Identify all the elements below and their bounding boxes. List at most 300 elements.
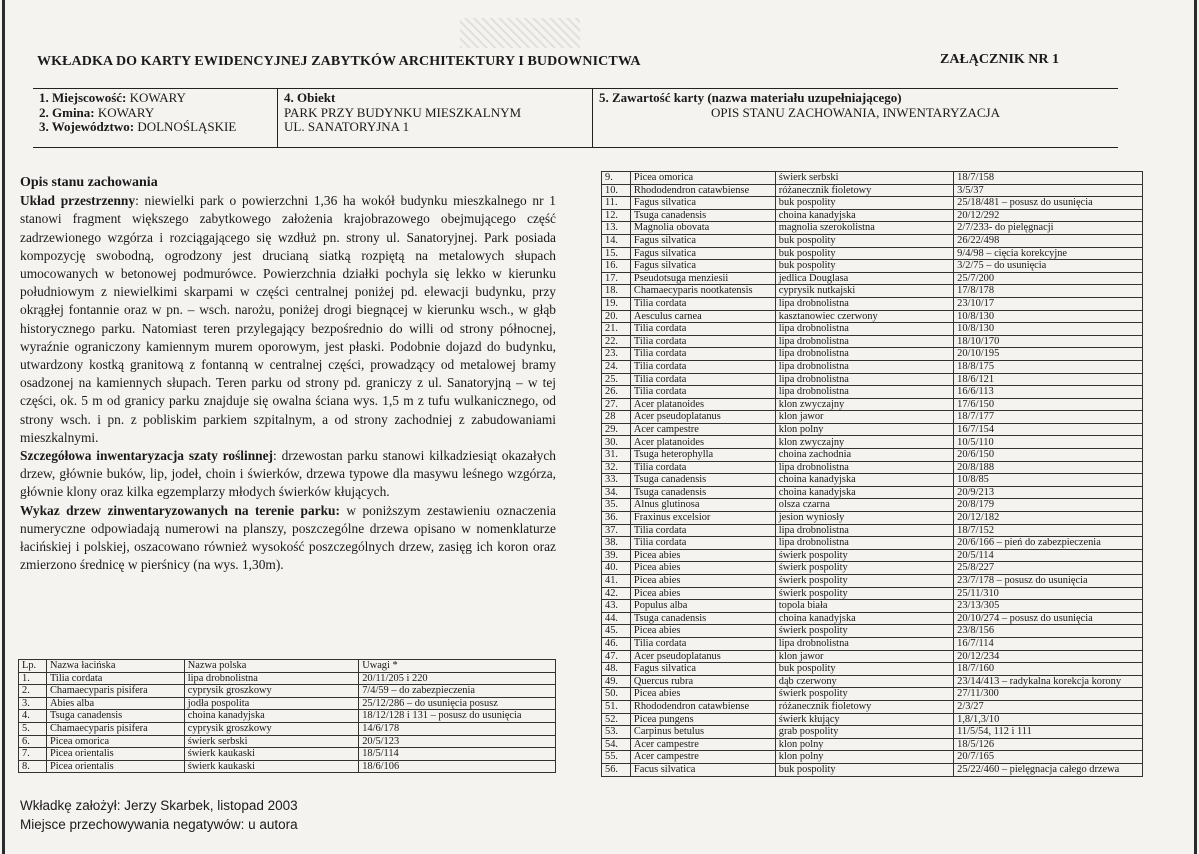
table-row (602, 675, 1143, 688)
table-cell: jedlica Douglasa (775, 272, 953, 285)
table-cell: Fagus silvatica (630, 260, 775, 273)
table-row (602, 612, 1143, 625)
table-row (602, 688, 1143, 701)
table-cell: klon jawor (775, 650, 953, 663)
negatives-storage-note: Miejsce przechowywania negatywów: u autora (20, 817, 298, 832)
table-cell: 20/6/166 – pień do zabezpieczenia (954, 537, 1143, 550)
table-row (602, 512, 1143, 525)
table-header-cell: Lp. (19, 660, 47, 673)
table-row (19, 697, 556, 710)
table-row (19, 735, 556, 748)
table-cell: 7/4/59 – do zabezpieczenia (359, 685, 556, 698)
table-cell: klon polny (775, 423, 953, 436)
table-cell: Tilia cordata (630, 297, 775, 310)
table-row (602, 549, 1143, 562)
table-cell: choina kanadyjska (775, 612, 953, 625)
table-cell: Tilia cordata (630, 537, 775, 550)
table-cell: różanecznik fioletowy (775, 184, 953, 197)
table-row (602, 524, 1143, 537)
table-cell: 9. (602, 172, 631, 185)
table-cell: 35. (602, 499, 631, 512)
table-cell: Quercus rubra (630, 675, 775, 688)
table-cell: 2/3/27 (954, 700, 1143, 713)
table-cell: 18/7/160 (954, 663, 1143, 676)
table-row (602, 260, 1143, 273)
table-cell: cyprysik groszkowy (184, 685, 358, 698)
founder-note: Wkładkę założył: Jerzy Skarbek, listopad 2003 (20, 798, 298, 813)
table-cell: Populus alba (630, 600, 775, 613)
header-location-cell: 1. Miejscowość: KOWARY 2. Gmina: KOWARY 3. Województwo: DOLNOŚLĄSKIE (33, 89, 278, 147)
table-cell: 25/8/227 (954, 562, 1143, 575)
table-cell: 20/9/213 (954, 486, 1143, 499)
table-cell: 17. (602, 272, 631, 285)
table-row (602, 625, 1143, 638)
table-cell: 11/5/54, 112 i 111 (954, 726, 1143, 739)
table-cell: Picea orientalis (46, 760, 184, 773)
table-cell: buk pospolity (775, 247, 953, 260)
table-cell: Acer platanoides (630, 398, 775, 411)
table-cell: 18/7/152 (954, 524, 1143, 537)
table-cell: Picea abies (630, 587, 775, 600)
paragraph-spatial-layout: Układ przestrzenny: niewielki park o powierzchni 1,36 ha wokół budynku mieszkalnego nr 1 stanowi fragment większego zabytkowego założenia krajobrazowego obejmującego część zadrzewionego wzgórza i rozciągającego się wzdłuż pn. strony ul. Sanatoryjnej. Park posiada kompozycję swobodną, ogrodzony jest drucianą siatką rozpiętą na metalowych słupach umocowanych w betonowej podmurówce. Powierzchnia działki pochyla się lekko w kierunku południowym z niewielkimi skarpami w części centralnej poniżej pd. elewacji budynku, przy okrągłej fontannie oraz w pn. – wsch. narożu, poniżej drogi biegnącej w kierunku wsch., w głąb historycznego parku. Natomiast teren przylegający bezpośrednio do willi od strony północnej, wyraźnie ograniczony kamiennym murem oporowym, jest płaski. Podobnie dojazd do budynku, utwardzony kostką granitową z fontanną w centralnej części, prowadzący od metalowej bramy osadzonej na kamiennych słupach. Teren parku od strony pd. graniczy z ul. Sanatoryjną – w tej części, ok. 5 m od granicy parku znajduje się owalna ściana wys. 1,5 m z tufu wulkanicznego, od strony wsch. i pn. z pobliskim parkiem szpitalnym, a od strony zachodniej z zabudowaniami mieszkalnymi. (20, 193, 556, 445)
table-cell: 3. (19, 697, 47, 710)
header-content-cell: 5. Zawartość karty (nazwa materiału uzupełniającego) OPIS STANU ZACHOWANIA, INWENTARYZACJA (599, 90, 1000, 120)
table-cell: 51. (602, 700, 631, 713)
table-cell: kasztanowiec czerwony (775, 310, 953, 323)
table-row (602, 411, 1143, 424)
table-cell: Rhododendron catawbiense (630, 700, 775, 713)
table-row (602, 373, 1143, 386)
table-cell: 16/7/114 (954, 637, 1143, 650)
table-cell: 2/7/233- do pielęgnacji (954, 222, 1143, 235)
table-cell: Tilia cordata (630, 360, 775, 373)
table-cell: choina kanadyjska (775, 486, 953, 499)
table-cell: Picea abies (630, 688, 775, 701)
table-cell: lipa drobnolistna (775, 524, 953, 537)
table-cell: lipa drobnolistna (775, 386, 953, 399)
table-row (602, 449, 1143, 462)
table-cell: Facus silvatica (630, 763, 775, 776)
table-row (19, 748, 556, 761)
table-cell: świerk kłujący (775, 713, 953, 726)
table-cell: 20/12/234 (954, 650, 1143, 663)
table-row (602, 474, 1143, 487)
table-cell: klon jawor (775, 411, 953, 424)
table-cell: świerk pospolity (775, 562, 953, 575)
table-cell: 18/7/158 (954, 172, 1143, 185)
table-cell: jodła pospolita (184, 697, 358, 710)
table-cell: 20/11/205 i 220 (359, 672, 556, 685)
table-cell: 16. (602, 260, 631, 273)
table-cell: choina kanadyjska (184, 710, 358, 723)
table-cell: cyprysik groszkowy (184, 722, 358, 735)
table-row (602, 297, 1143, 310)
document-title: WKŁADKA DO KARTY EWIDENCYJNEJ ZABYTKÓW ARCHITEKTURY I BUDOWNICTWA (37, 54, 641, 69)
table-row (602, 386, 1143, 399)
table-cell: buk pospolity (775, 234, 953, 247)
table-cell: Fagus silvatica (630, 234, 775, 247)
table-cell: Picea pungens (630, 713, 775, 726)
table-row (602, 172, 1143, 185)
table-cell: 23/7/178 – posusz do usunięcia (954, 575, 1143, 588)
table-row (602, 323, 1143, 336)
table-cell: 14/6/178 (359, 722, 556, 735)
table-cell: 20/12/182 (954, 512, 1143, 525)
table-row (602, 209, 1143, 222)
table-cell: lipa drobnolistna (775, 461, 953, 474)
table-cell: 18/5/126 (954, 738, 1143, 751)
table-cell: Tsuga canadensis (630, 612, 775, 625)
table-row (602, 247, 1143, 260)
table-cell: 37. (602, 524, 631, 537)
table-row (602, 663, 1143, 676)
table-cell: lipa drobnolistna (775, 373, 953, 386)
table-cell: 4. (19, 710, 47, 723)
table-cell: 25/7/200 (954, 272, 1143, 285)
table-cell: 10. (602, 184, 631, 197)
table-cell: Acer campestre (630, 751, 775, 764)
table-row (19, 760, 556, 773)
table-cell: jesion wyniosły (775, 512, 953, 525)
table-cell: 56. (602, 763, 631, 776)
table-row (602, 184, 1143, 197)
table-cell: 5. (19, 722, 47, 735)
table-cell: świerk pospolity (775, 625, 953, 638)
table-cell: Acer pseudoplatanus (630, 411, 775, 424)
scan-border-right (1194, 0, 1197, 854)
table-cell: 3/5/37 (954, 184, 1143, 197)
table-cell: Picea omorica (630, 172, 775, 185)
table-row (602, 537, 1143, 550)
table-cell: 13. (602, 222, 631, 235)
table-header-cell: Uwagi * (359, 660, 556, 673)
table-row (602, 360, 1143, 373)
table-cell: 10/5/110 (954, 436, 1143, 449)
table-cell: Abies alba (46, 697, 184, 710)
table-row (602, 587, 1143, 600)
table-cell: 10/8/85 (954, 474, 1143, 487)
table-cell: Tilia cordata (630, 348, 775, 361)
table-cell: Acer campestre (630, 738, 775, 751)
table-cell: 36. (602, 512, 631, 525)
table-cell: 24. (602, 360, 631, 373)
table-cell: 31. (602, 449, 631, 462)
table-row (602, 713, 1143, 726)
table-cell: topola biała (775, 600, 953, 613)
table-cell: 27. (602, 398, 631, 411)
table-cell: lipa drobnolistna (775, 348, 953, 361)
table-cell: 23/8/156 (954, 625, 1143, 638)
table-cell: 20/5/114 (954, 549, 1143, 562)
table-cell: świerk pospolity (775, 587, 953, 600)
table-cell: 49. (602, 675, 631, 688)
table-cell: buk pospolity (775, 663, 953, 676)
table-cell: Chamaecyparis nootkatensis (630, 285, 775, 298)
table-cell: 43. (602, 600, 631, 613)
table-cell: 11. (602, 197, 631, 210)
table-cell: różanecznik fioletowy (775, 700, 953, 713)
table-cell: 20/5/123 (359, 735, 556, 748)
table-cell: 45. (602, 625, 631, 638)
section-heading: Opis stanu zachowania (20, 175, 158, 190)
table-cell: 18/6/106 (359, 760, 556, 773)
table-cell: 21. (602, 323, 631, 336)
table-cell: 18. (602, 285, 631, 298)
table-cell: Pseudotsuga menziesii (630, 272, 775, 285)
table-cell: klon polny (775, 751, 953, 764)
table-cell: świerk pospolity (775, 549, 953, 562)
table-cell: 20/10/195 (954, 348, 1143, 361)
table-cell: 18/7/177 (954, 411, 1143, 424)
table-cell: 29. (602, 423, 631, 436)
table-cell: 23. (602, 348, 631, 361)
table-cell: Fagus silvatica (630, 247, 775, 260)
table-cell: 20/8/179 (954, 499, 1143, 512)
table-cell: Tilia cordata (630, 323, 775, 336)
table-cell: cyprysik nutkajski (775, 285, 953, 298)
table-row (602, 562, 1143, 575)
table-cell: 39. (602, 549, 631, 562)
table-cell: choina zachodnia (775, 449, 953, 462)
table-cell: Acer pseudoplatanus (630, 650, 775, 663)
table-row (602, 285, 1143, 298)
table-row (602, 310, 1143, 323)
table-row (602, 197, 1143, 210)
table-cell: olsza czarna (775, 499, 953, 512)
table-cell: Tilia cordata (630, 524, 775, 537)
table-cell: Picea abies (630, 625, 775, 638)
table-cell: Chamaecyparis pisifera (46, 685, 184, 698)
table-cell: lipa drobnolistna (775, 335, 953, 348)
table-cell: 38. (602, 537, 631, 550)
table-cell: 34. (602, 486, 631, 499)
table-cell: świerk pospolity (775, 575, 953, 588)
table-cell: Carpinus betulus (630, 726, 775, 739)
table-cell: 30. (602, 436, 631, 449)
scan-border-left (2, 0, 5, 854)
table-cell: klon zwyczajny (775, 436, 953, 449)
table-cell: Fagus silvatica (630, 197, 775, 210)
annex-label: ZAŁĄCZNIK NR 1 (940, 52, 1060, 67)
table-row (602, 650, 1143, 663)
table-row (602, 234, 1143, 247)
table-cell: 17/8/178 (954, 285, 1143, 298)
table-row (19, 685, 556, 698)
table-row (602, 637, 1143, 650)
table-cell: Tsuga canadensis (46, 710, 184, 723)
table-row (602, 751, 1143, 764)
table-cell: Acer campestre (630, 423, 775, 436)
table-cell: 19. (602, 297, 631, 310)
header-object-cell: 4. Obiekt PARK PRZY BUDYNKU MIESZKALNYM UL. SANATORYJNA 1 (278, 89, 593, 147)
table-cell: choina kanadyjska (775, 209, 953, 222)
stamp-mark (460, 18, 580, 48)
table-cell: Picea abies (630, 549, 775, 562)
table-row (602, 575, 1143, 588)
table-cell: 55. (602, 751, 631, 764)
table-cell: 18/12/128 i 131 – posusz do usunięcia (359, 710, 556, 723)
table-cell: Picea orientalis (46, 748, 184, 761)
table-cell: 14. (602, 234, 631, 247)
table-cell: 7. (19, 748, 47, 761)
table-row (602, 499, 1143, 512)
table-cell: 23/10/17 (954, 297, 1143, 310)
table-cell: 40. (602, 562, 631, 575)
table-cell: dąb czerwony (775, 675, 953, 688)
table-cell: 20. (602, 310, 631, 323)
table-cell: Tilia cordata (46, 672, 184, 685)
table-cell: lipa drobnolistna (775, 637, 953, 650)
table-cell: 20/8/188 (954, 461, 1143, 474)
table-cell: 20/10/274 – posusz do usunięcia (954, 612, 1143, 625)
table-cell: 48. (602, 663, 631, 676)
table-cell: 20/7/165 (954, 751, 1143, 764)
table-cell: klon zwyczajny (775, 398, 953, 411)
table-header-row (19, 660, 556, 673)
table-cell: 32. (602, 461, 631, 474)
table-cell: 52. (602, 713, 631, 726)
table-cell: 18/6/121 (954, 373, 1143, 386)
table-cell: 46. (602, 637, 631, 650)
table-cell: 9/4/98 – cięcia korekcyjne (954, 247, 1143, 260)
table-row (602, 348, 1143, 361)
table-header-cell: Nazwa łacińska (46, 660, 184, 673)
table-cell: lipa drobnolistna (775, 537, 953, 550)
table-row (602, 700, 1143, 713)
table-cell: 44. (602, 612, 631, 625)
paragraph-vegetation: Szczegółowa inwentaryzacja szaty roślinnej: drzewostan parku stanowi kilkadziesiąt okazałych drzew, głównie buków, lip, jodeł, choin i świerków, drzewa typowe dla masywu leśnego wzgórza, głównie klony oraz kilka egzemplarzy młodych świerków kłujących. (20, 448, 556, 500)
table-cell: 2. (19, 685, 47, 698)
table-row (19, 722, 556, 735)
table-cell: 25/12/286 – do usunięcia posusz (359, 697, 556, 710)
table-cell: Tsuga canadensis (630, 209, 775, 222)
table-cell: 28 (602, 411, 631, 424)
table-cell: Fraxinus excelsior (630, 512, 775, 525)
table-cell: świerk serbski (775, 172, 953, 185)
table-cell: 23/14/413 – radykalna korekcja korony (954, 675, 1143, 688)
table-cell: 18/5/114 (359, 748, 556, 761)
table-row (602, 272, 1143, 285)
table-cell: 10/8/130 (954, 323, 1143, 336)
table-cell: buk pospolity (775, 197, 953, 210)
table-cell: Picea omorica (46, 735, 184, 748)
table-cell: Tsuga heterophylla (630, 449, 775, 462)
table-row (19, 672, 556, 685)
table-cell: 16/7/154 (954, 423, 1143, 436)
table-cell: Aesculus carnea (630, 310, 775, 323)
table-cell: lipa drobnolistna (775, 360, 953, 373)
table-cell: Chamaecyparis pisifera (46, 722, 184, 735)
table-cell: buk pospolity (775, 763, 953, 776)
table-cell: lipa drobnolistna (184, 672, 358, 685)
table-cell: 42. (602, 587, 631, 600)
table-cell: Tilia cordata (630, 335, 775, 348)
table-cell: 1. (19, 672, 47, 685)
table-cell: 22. (602, 335, 631, 348)
table-row (602, 335, 1143, 348)
table-row (602, 222, 1143, 235)
table-cell: 6. (19, 735, 47, 748)
table-cell: 25/22/460 – pielęgnacja całego drzewa (954, 763, 1143, 776)
table-cell: 25/11/310 (954, 587, 1143, 600)
condition-description (20, 174, 556, 574)
table-cell: 15. (602, 247, 631, 260)
table-cell: Tilia cordata (630, 637, 775, 650)
table-row (602, 486, 1143, 499)
table-cell: Rhododendron catawbiense (630, 184, 775, 197)
table-cell: 47. (602, 650, 631, 663)
table-cell: Tsuga canadensis (630, 486, 775, 499)
table-row (602, 398, 1143, 411)
table-cell: Picea abies (630, 562, 775, 575)
table-cell: lipa drobnolistna (775, 323, 953, 336)
table-cell: 50. (602, 688, 631, 701)
table-cell: choina kanadyjska (775, 474, 953, 487)
table-row (602, 738, 1143, 751)
table-cell: świerk kaukaski (184, 748, 358, 761)
table-cell: 16/6/113 (954, 386, 1143, 399)
table-cell: 12. (602, 209, 631, 222)
paragraph-tree-list: Wykaz drzew zinwentaryzowanych na terenie parku: w poniższym zestawieniu oznaczenia numeryczne odpowiadają numerowi na planszy, poszczególne drzewa opisano w nomenklaturze łacińskiej i polskiej, oszacowano również wysokość poszczególnych drzew, zasięg ich koron oraz zmierzono średnicę w pierśnicy (na wys. 1,30m). (20, 502, 557, 573)
table-cell: grab pospolity (775, 726, 953, 739)
table-row (602, 436, 1143, 449)
table-cell: świerk pospolity (775, 688, 953, 701)
table-cell: buk pospolity (775, 260, 953, 273)
table-cell: 20/12/292 (954, 209, 1143, 222)
header-table (33, 88, 1118, 148)
table-cell: 17/6/150 (954, 398, 1143, 411)
table-cell: świerk serbski (184, 735, 358, 748)
table-cell: Alnus glutinosa (630, 499, 775, 512)
table-cell: 18/10/170 (954, 335, 1143, 348)
table-row (602, 600, 1143, 613)
table-cell: 10/8/130 (954, 310, 1143, 323)
table-cell: Picea abies (630, 575, 775, 588)
table-header-cell: Nazwa polska (184, 660, 358, 673)
table-cell: 23/13/305 (954, 600, 1143, 613)
table-row (602, 763, 1143, 776)
table-cell: klon polny (775, 738, 953, 751)
table-cell: 26. (602, 386, 631, 399)
table-row (19, 710, 556, 723)
table-cell: lipa drobnolistna (775, 297, 953, 310)
tree-table-right (601, 171, 1143, 777)
table-cell: 3/2/75 – do usunięcia (954, 260, 1143, 273)
table-cell: 54. (602, 738, 631, 751)
table-cell: Magnolia obovata (630, 222, 775, 235)
table-cell: 25. (602, 373, 631, 386)
table-row (602, 726, 1143, 739)
tree-table-left (18, 659, 556, 773)
table-cell: 8. (19, 760, 47, 773)
table-cell: 1,8/1,3/10 (954, 713, 1143, 726)
table-cell: 26/22/498 (954, 234, 1143, 247)
table-cell: 20/6/150 (954, 449, 1143, 462)
table-row (602, 461, 1143, 474)
table-cell: magnolia szerokolistna (775, 222, 953, 235)
table-cell: 27/11/300 (954, 688, 1143, 701)
table-cell: Tilia cordata (630, 373, 775, 386)
table-cell: 41. (602, 575, 631, 588)
table-cell: Tilia cordata (630, 461, 775, 474)
table-cell: Tilia cordata (630, 386, 775, 399)
table-cell: Fagus silvatica (630, 663, 775, 676)
table-cell: Tsuga canadensis (630, 474, 775, 487)
table-cell: 53. (602, 726, 631, 739)
table-cell: świerk kaukaski (184, 760, 358, 773)
table-cell: Acer platanoides (630, 436, 775, 449)
table-row (602, 423, 1143, 436)
